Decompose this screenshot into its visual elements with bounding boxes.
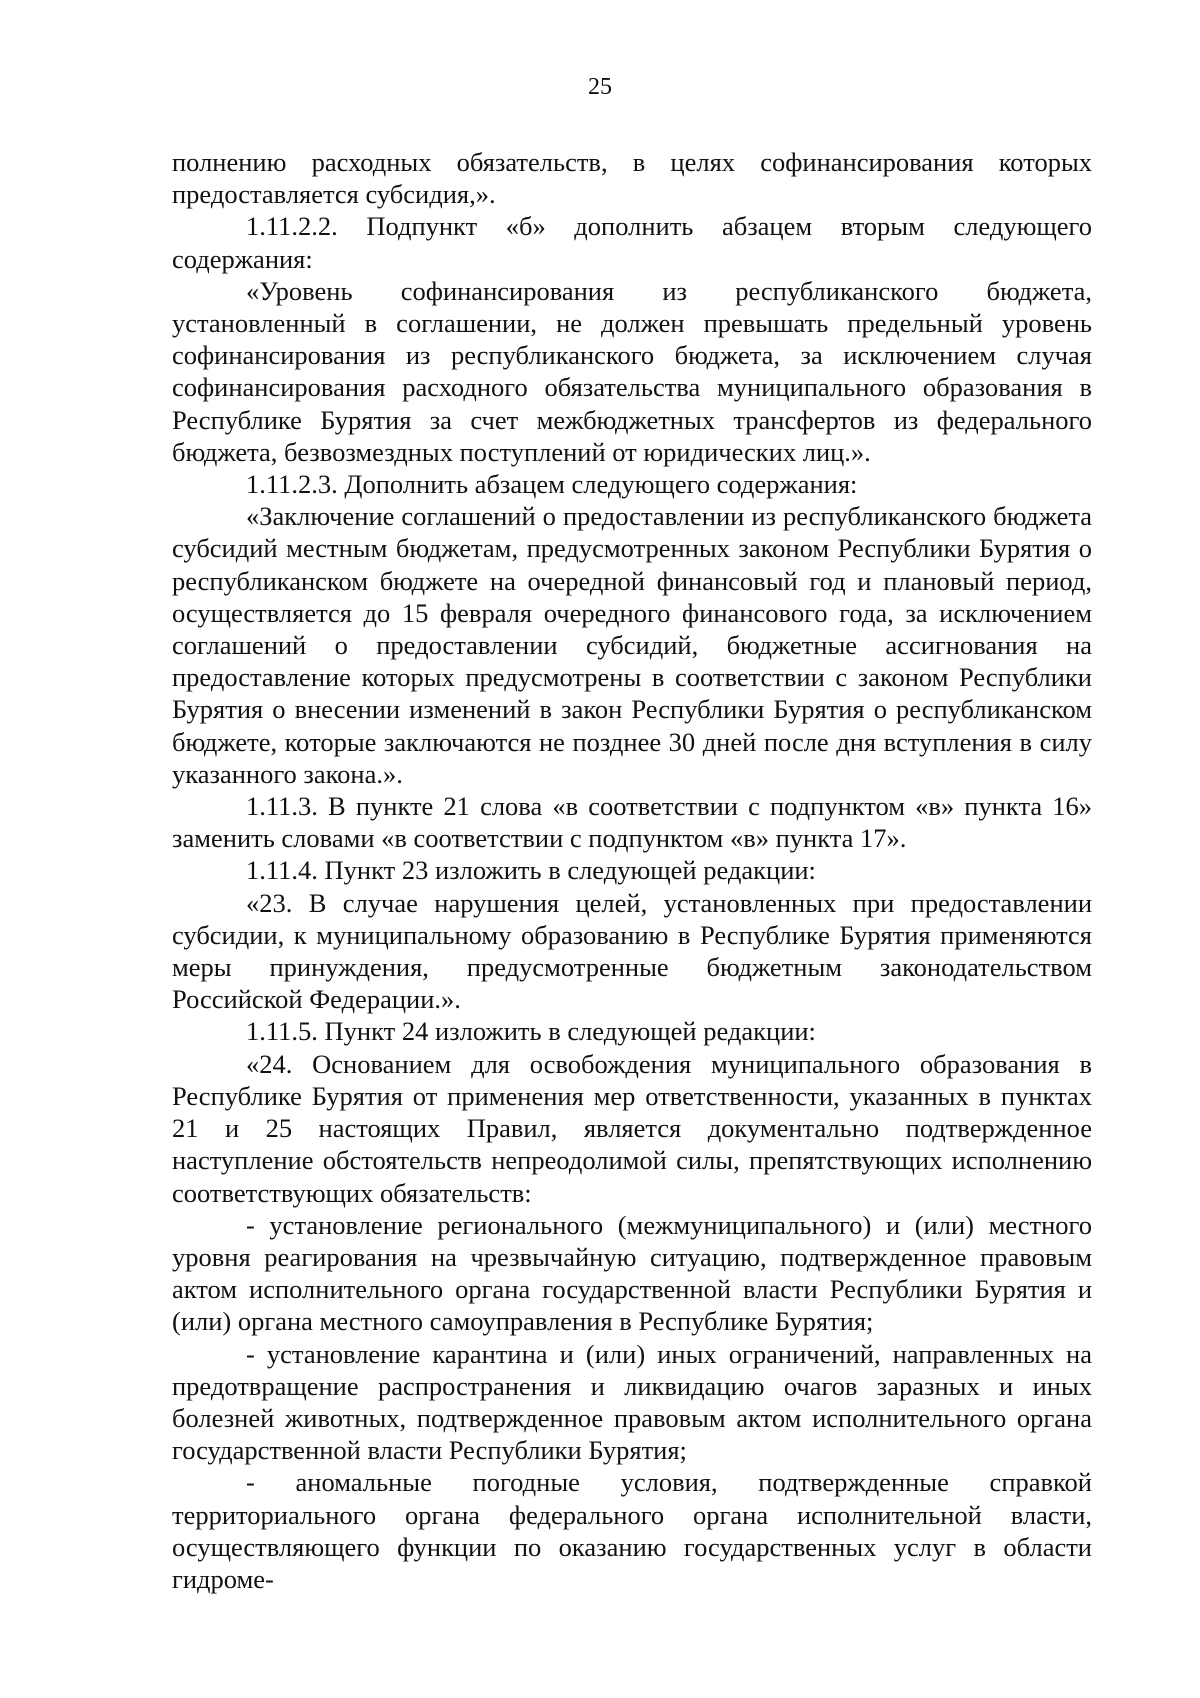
paragraph-10: «24. Основанием для освобождения муниципального образования в Республике Бурятия от применения мер ответственности, указанных в пунктах 21 и 25 настоящих Правил, является документально подтвержденное наступление обстоятельств непреодолимой силы, препятствующих исполнению соответствующих обязательств: [172, 1048, 1092, 1208]
paragraph-8: «23. В случае нарушения целей, установленных при предоставлении субсидии, к муниципальному образованию в Республике Бурятия применяются меры принуждения, предусмотренные бюджетным законодательством Российской Федерации.». [172, 887, 1092, 1015]
page-number: 25 [588, 74, 612, 100]
paragraph-9: 1.11.5. Пункт 24 изложить в следующей редакции: [246, 1016, 816, 1047]
paragraph-7: 1.11.4. Пункт 23 изложить в следующей редакции: [246, 855, 816, 886]
paragraph-3: «Уровень софинансирования из республиканского бюджета, установленный в соглашении, не должен превышать предельный уровень софинансирования из республиканского бюджета, за исключением случая софинансирования расходного обязательства муниципального образования в Республике Бурятия за счет межбюджетных трансфертов из федерального бюджета, безвозмездных поступлений от юридических лиц.». [172, 275, 1092, 467]
paragraph-13: - аномальные погодные условия, подтвержденные справкой территориального органа федерального органа исполнительной власти, осуществляющего функции по оказанию государственных услуг в области гидроме- [172, 1467, 1092, 1594]
document-body [172, 146, 1092, 1595]
paragraph-4: 1.11.2.3. Дополнить абзацем следующего содержания: [246, 469, 858, 500]
paragraph-12: - установление карантина и (или) иных ограничений, направленных на предотвращение распространения и ликвидацию очагов заразных и иных болезней животных, подтвержденное правовым актом исполнительного органа государственной власти Республики Бурятия; [172, 1338, 1092, 1466]
paragraph-6: 1.11.3. В пункте 21 слова «в соответствии с подпунктом «в» пункта 16» заменить словами «в соответствии с подпунктом «в» пункта 17». [172, 791, 1092, 854]
paragraph-5: «Заключение соглашений о предоставлении из республиканского бюджета субсидий местным бюджетам, предусмотренных законом Республики Бурятия о республиканском бюджете на очередной финансовый год и плановый период, осуществляется до 15 февраля очередного финансового года, за исключением соглашений о предоставлении субсидий, бюджетные ассигнования на предоставление которых предусмотрены в соответствии с законом Республики Бурятия о внесении изменений в закон Республики Бурятия о республиканском бюджете, которые заключаются не позднее 30 дней после дня вступления в силу указанного закона.». [172, 501, 1092, 789]
paragraph-2: 1.11.2.2. Подпункт «б» дополнить абзацем вторым следующего содержания: [172, 211, 1092, 274]
paragraph-11: - установление регионального (межмуниципального) и (или) местного уровня реагирования на чрезвычайную ситуацию, подтвержденное правовым актом исполнительного органа государственной власти Республики Бурятия и (или) органа местного самоуправления в Республике Бурятия; [172, 1209, 1092, 1337]
paragraph-1: полнению расходных обязательств, в целях софинансирования которых предоставляется субсидия,». [172, 147, 1092, 210]
